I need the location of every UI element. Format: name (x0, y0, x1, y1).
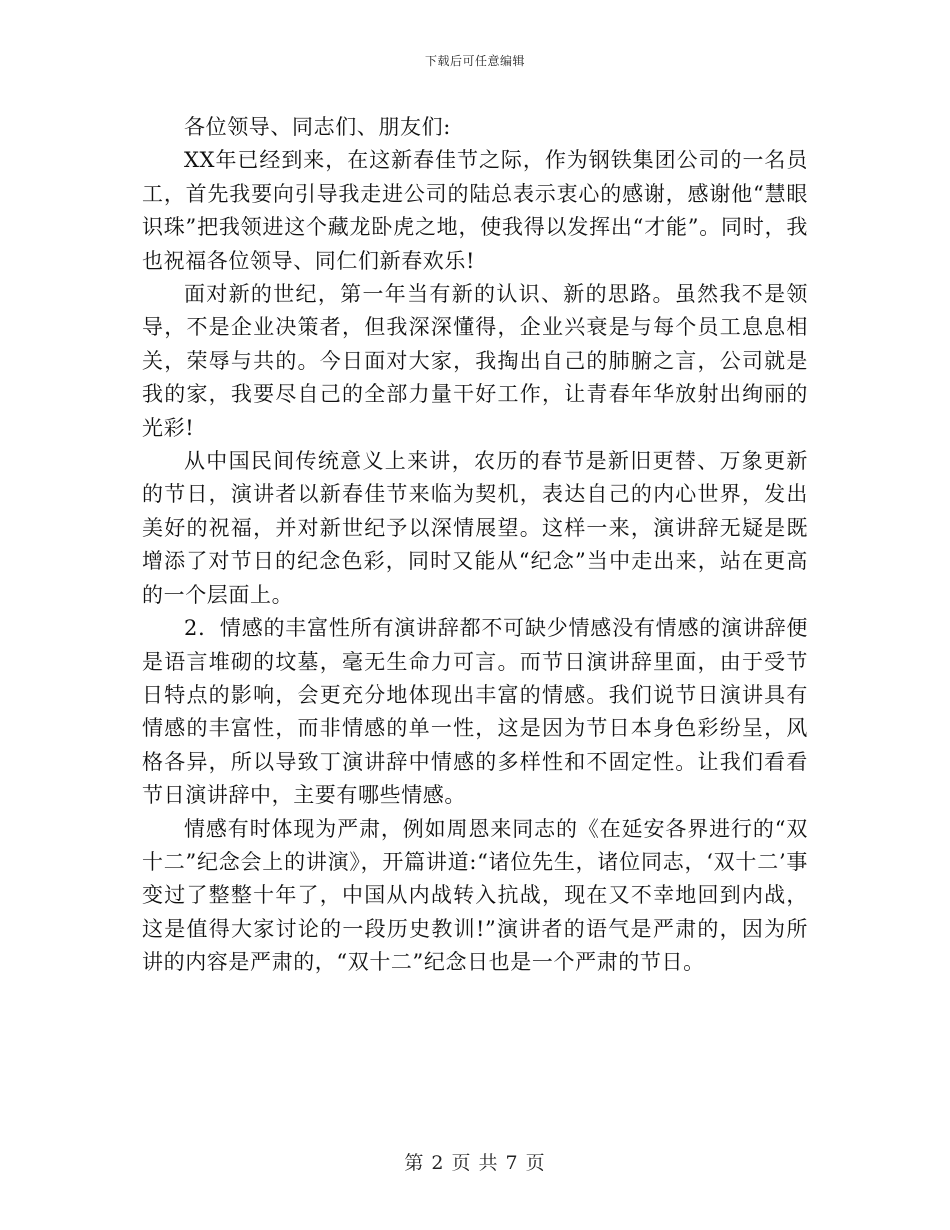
paragraph: 2．情感的丰富性所有演讲辞都不可缺少情感没有情感的演讲辞便是语言堆砌的坟墓，毫无生命力可言。而节日演讲辞里面，由于受节日特点的影响，会更充分地体现出丰富的情感。我们说节日演讲具有情感的丰富性，而非情感的单一性，这是因为节日本身色彩纷呈，风格各异，所以导致丁演讲辞中情感的多样性和不固定性。让我们看看节日演讲辞中，主要有哪些情感。 (142, 616, 808, 808)
page-number: 第 2 页 共 7 页 (404, 1152, 546, 1174)
paragraph-greeting: 各位领导、同志们、朋友们: (184, 115, 451, 139)
document-body (142, 111, 808, 980)
page-header: 下载后可任意编辑 (424, 54, 525, 68)
paragraph: 从中国民间传统意义上来讲，农历的春节是新旧更替、万象更新的节日，演讲者以新春佳节来临为契机，表达自己的内心世界，发出美好的祝福，并对新世纪予以深情展望。这样一来，演讲辞无疑是既增添了对节日的纪念色彩，同时又能从“纪念”当中走出来，站在更高的一个层面上。 (142, 449, 808, 607)
paragraph: 情感有时体现为严肃，例如周恩来同志的《在延安各界进行的“双十二”纪念会上的讲演》，开篇讲道:“诸位先生，诸位同志，‘双十二’事变过了整整十年了，中国从内战转入抗战，现在又不幸地回到内战，这是值得大家讨论的一段历史教训!”演讲者的语气是严肃的，因为所讲的内容是严肃的，“双十二”纪念日也是一个严肃的节日。 (142, 816, 808, 975)
paragraph: 面对新的世纪，第一年当有新的认识、新的思路。虽然我不是领导，不是企业决策者，但我深深懂得，企业兴衰是与每个员工息息相关，荣辱与共的。今日面对大家，我掏出自己的肺腑之言，公司就是我的家，我要尽自己的全部力量干好工作，让青春年华放射出绚丽的光彩! (142, 282, 808, 440)
paragraph: XX年已经到来，在这新春佳节之际，作为钢铁集团公司的一名员工，首先我要向引导我走进公司的陆总表示衷心的感谢，感谢他“慧眼识珠”把我领进这个藏龙卧虎之地，使我得以发挥出“才能”。同时，我也祝福各位领导、同仁们新春欢乐! (142, 148, 808, 273)
